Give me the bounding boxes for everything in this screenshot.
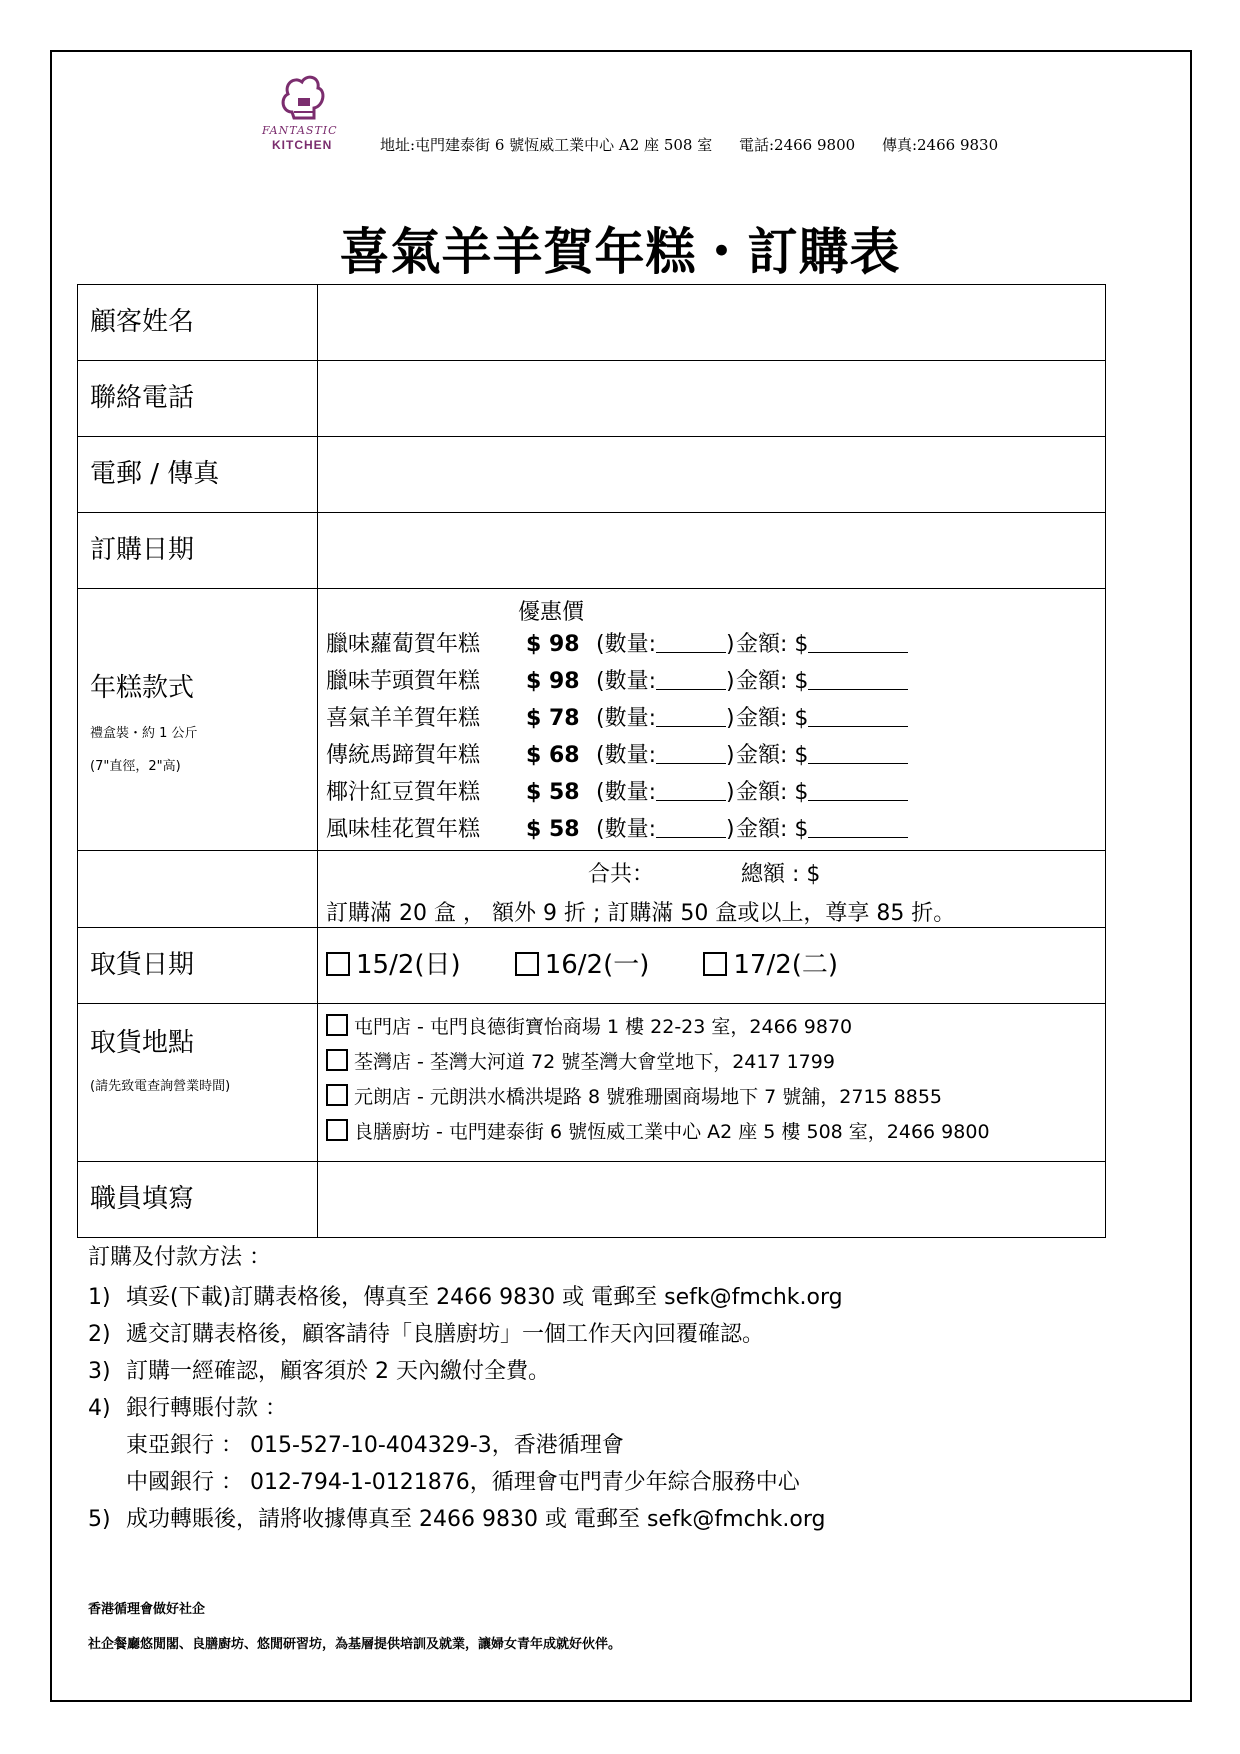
method-item: [88, 1279, 843, 1316]
header-phone: 電話:2466 9800: [739, 136, 856, 154]
quantity-group: [596, 663, 736, 700]
product-name: 風味桂花賀年糕: [326, 817, 481, 842]
methods-heading: 訂購及付款方法 ：: [88, 1245, 271, 1270]
label-products-sub2: (7"直徑，2"高): [90, 759, 181, 774]
label-pickup-location: 取貨地點: [90, 1028, 195, 1058]
product-row: [318, 626, 1105, 663]
amount-input[interactable]: [808, 780, 908, 801]
pickup-location-label: 荃灣店 - 荃灣大河道 72 號荃灣大會堂地下，2417 1799: [354, 1051, 835, 1073]
footer-line2: 社企餐廳悠閒閣、良膳廚坊、悠閒研習坊，為基層提供培訓及就業，讓婦女青年成就好伙伴。: [88, 1637, 622, 1652]
checkbox[interactable]: [326, 1084, 348, 1106]
quantity-group: [596, 811, 736, 848]
label-pickup-location-cell: [78, 1004, 318, 1162]
chef-hat-icon: [280, 72, 326, 124]
method-text: 成功轉賬後，請將收據傳真至 2466 9830 或 電郵至 sefk@fmchk.org: [126, 1507, 826, 1532]
amount-group: [736, 737, 908, 774]
input-staff[interactable]: [318, 1162, 1106, 1238]
pickup-location-label: 元朗店 - 元朗洪水橋洪堤路 8 號雅珊園商場地下 7 號舖，2715 8855: [354, 1086, 943, 1108]
quantity-close: ): [726, 669, 735, 694]
amount-input[interactable]: [808, 817, 908, 838]
label-contact-phone: 聯絡電話: [78, 361, 318, 437]
checkbox[interactable]: [326, 1119, 348, 1141]
method-text: 中國銀行 ： 012-794-1-0121876，循理會屯門青少年綜合服務中心: [126, 1470, 800, 1495]
product-name: 傳統馬蹄賀年糕: [326, 743, 481, 768]
logo-word-fantastic: FANTASTIC: [262, 124, 338, 137]
quantity-label: (數量:: [596, 669, 656, 694]
pickup-date-option[interactable]: [326, 928, 461, 1003]
amount-input[interactable]: [808, 706, 908, 727]
header-fax: 傳真:2466 9830: [881, 136, 999, 154]
quantity-close: ): [726, 743, 735, 768]
pickup-location-options: [318, 1010, 1105, 1150]
row-customer-name: [78, 285, 1106, 361]
quantity-label: (數量:: [596, 632, 656, 657]
method-number: 2): [88, 1322, 111, 1347]
method-text: 訂購一經確認，顧客須於 2 天內繳付全費。: [126, 1359, 550, 1384]
amount-input[interactable]: [808, 669, 908, 690]
input-email-fax[interactable]: [318, 437, 1106, 513]
product-name: 臘味蘿蔔賀年糕: [326, 632, 481, 657]
product-price: $ 98: [526, 632, 580, 657]
pickup-location-label: 屯門店 - 屯門良德街寶怡商場 1 樓 22-23 室，2466 9870: [354, 1016, 853, 1038]
method-number: 1): [88, 1285, 111, 1310]
quantity-close: ): [726, 817, 735, 842]
pickup-date-label: 15/2(日): [356, 950, 461, 980]
quantity-group: [596, 737, 736, 774]
amount-label: 金額: $: [736, 669, 809, 694]
product-row: [318, 700, 1105, 737]
method-item: [88, 1427, 843, 1464]
pickup-date-option[interactable]: [703, 928, 838, 1003]
quantity-input[interactable]: [656, 706, 726, 727]
methods-list: [88, 1279, 843, 1538]
product-price: $ 98: [526, 669, 580, 694]
row-contact-phone: [78, 361, 1106, 437]
quantity-input[interactable]: [656, 817, 726, 838]
quantity-label: (數量:: [596, 743, 656, 768]
pickup-location-option[interactable]: [318, 1080, 1105, 1115]
quantity-group: [596, 626, 736, 663]
row-pickup-date: [78, 928, 1106, 1004]
amount-group: [736, 663, 908, 700]
product-price: $ 78: [526, 706, 580, 731]
row-pickup-location: [78, 1004, 1106, 1162]
product-price: $ 58: [526, 780, 580, 805]
pickup-date-label: 17/2(二): [733, 950, 839, 980]
row-totals: [78, 851, 1106, 928]
method-item: [88, 1316, 843, 1353]
row-staff: [78, 1162, 1106, 1238]
checkbox[interactable]: [326, 1014, 348, 1036]
method-item: [88, 1501, 843, 1538]
label-customer-name: 顧客姓名: [78, 285, 318, 361]
quantity-input[interactable]: [656, 743, 726, 764]
method-number: 5): [88, 1507, 111, 1532]
pickup-location-cell: [318, 1004, 1106, 1162]
quantity-input[interactable]: [656, 632, 726, 653]
page-title: 喜氣羊羊賀年糕・訂購表: [339, 223, 901, 281]
discount-note: 訂購滿 20 盒 ， 額外 9 折 ; 訂購滿 50 盒或以上，尊享 85 折。: [326, 901, 956, 926]
checkbox[interactable]: [326, 1049, 348, 1071]
label-staff: 職員填寫: [78, 1162, 318, 1238]
sum-label: 合共：: [588, 862, 655, 887]
label-products-cell: [78, 589, 318, 851]
pickup-location-option[interactable]: [318, 1115, 1105, 1150]
checkbox[interactable]: [326, 952, 350, 976]
quantity-group: [596, 774, 736, 811]
label-products-sub1: 禮盒裝・約 1 公斤: [90, 726, 198, 741]
method-item: [88, 1464, 843, 1501]
amount-label: 金額: $: [736, 706, 809, 731]
method-text: 遞交訂購表格後，顧客請待「良膳廚坊」一個工作天內回覆確認。: [126, 1322, 765, 1347]
pickup-date-label: 16/2(一): [544, 950, 650, 980]
quantity-close: ): [726, 706, 735, 731]
footer-line1: 香港循理會做好社企: [88, 1602, 206, 1617]
label-pickup-date: 取貨日期: [78, 928, 318, 1004]
price-header: 優惠價: [518, 600, 585, 625]
pickup-location-option[interactable]: [318, 1010, 1105, 1045]
method-text: 東亞銀行 ： 015-527-10-404329-3，香港循理會: [126, 1433, 624, 1458]
quantity-close: ): [726, 780, 735, 805]
label-totals-empty: [78, 851, 318, 928]
row-order-date: [78, 513, 1106, 589]
quantity-label: (數量:: [596, 706, 656, 731]
method-text: 填妥(下載)訂購表格後，傳真至 2466 9830 或 電郵至 sefk@fmchk.org: [126, 1285, 843, 1310]
amount-group: [736, 774, 908, 811]
method-item: [88, 1390, 843, 1427]
product-price: $ 68: [526, 743, 580, 768]
amount-label: 金額: $: [736, 817, 809, 842]
pickup-location-option[interactable]: [318, 1045, 1105, 1080]
product-row: [318, 774, 1105, 811]
totals-cell: [318, 851, 1106, 928]
product-name: 椰汁紅豆賀年糕: [326, 780, 481, 805]
label-products: 年糕款式: [90, 673, 195, 703]
pickup-date-options: [318, 928, 1105, 1003]
amount-group: [736, 700, 908, 737]
quantity-input[interactable]: [656, 669, 726, 690]
checkbox[interactable]: [515, 952, 539, 976]
amount-input[interactable]: [808, 632, 908, 653]
product-price: $ 58: [526, 817, 580, 842]
header-contact: [380, 134, 998, 155]
total-line: [318, 857, 1105, 888]
method-item: [88, 1353, 843, 1390]
input-order-date[interactable]: [318, 513, 1106, 589]
amount-label: 金額: $: [736, 632, 809, 657]
product-list: [318, 626, 1105, 848]
logo-word-kitchen: KITCHEN: [272, 138, 333, 152]
method-text: 銀行轉賬付款 ：: [126, 1396, 287, 1421]
label-email-fax: 電郵 / 傳真: [78, 437, 318, 513]
checkbox[interactable]: [703, 952, 727, 976]
quantity-label: (數量:: [596, 780, 656, 805]
header-address: 地址:屯門建泰街 6 號恆威工業中心 A2 座 508 室: [380, 136, 713, 154]
pickup-date-option[interactable]: [515, 928, 650, 1003]
pickup-location-label: 良膳廚坊 - 屯門建泰街 6 號恆威工業中心 A2 座 5 樓 508 室，2466 9800: [354, 1121, 990, 1143]
label-pickup-note: (請先致電查詢營業時間): [90, 1079, 231, 1094]
total-label: 總額 : $: [741, 862, 821, 887]
amount-group: [736, 626, 908, 663]
amount-input[interactable]: [808, 743, 908, 764]
amount-group: [736, 811, 908, 848]
quantity-group: [596, 700, 736, 737]
product-row: [318, 737, 1105, 774]
product-name: 喜氣羊羊賀年糕: [326, 706, 481, 731]
logo: [258, 72, 338, 160]
quantity-input[interactable]: [656, 780, 726, 801]
product-name: 臘味芋頭賀年糕: [326, 669, 481, 694]
quantity-label: (數量:: [596, 817, 656, 842]
input-contact-phone[interactable]: [318, 361, 1106, 437]
amount-label: 金額: $: [736, 743, 809, 768]
order-form-table: [77, 284, 1106, 1238]
input-customer-name[interactable]: [318, 285, 1106, 361]
order-payment-methods: [88, 1240, 843, 1538]
pickup-date-cell: [318, 928, 1106, 1004]
row-email-fax: [78, 437, 1106, 513]
quantity-close: ): [726, 632, 735, 657]
method-number: 4): [88, 1396, 111, 1421]
amount-label: 金額: $: [736, 780, 809, 805]
product-row: [318, 663, 1105, 700]
method-number: 3): [88, 1359, 111, 1384]
products-cell: [318, 589, 1106, 851]
product-row: [318, 811, 1105, 848]
label-order-date: 訂購日期: [78, 513, 318, 589]
row-products: [78, 589, 1106, 851]
